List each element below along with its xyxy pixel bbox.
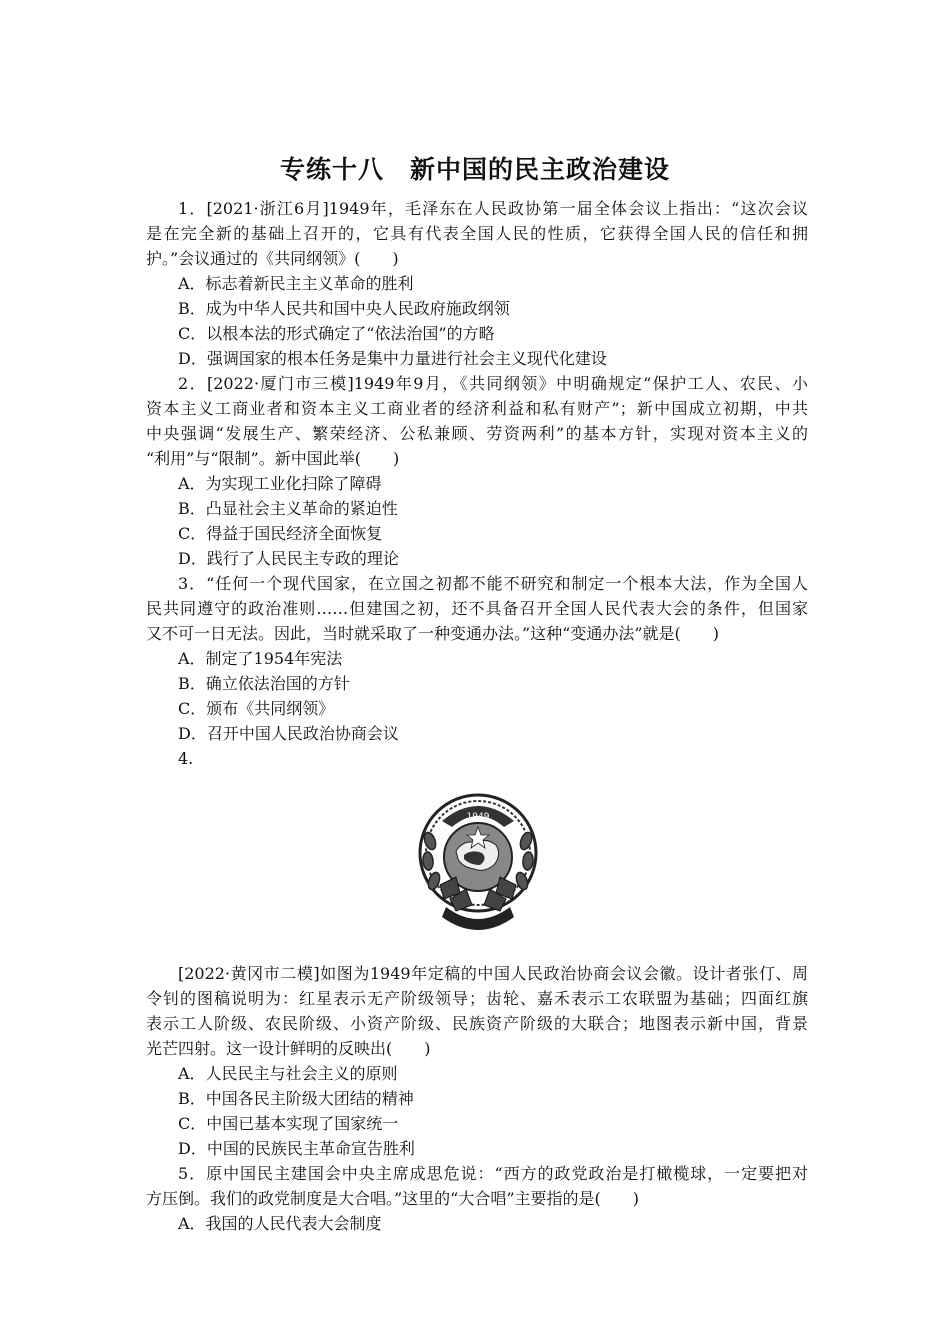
page-title: 专练十八 新中国的民主政治建设 — [279, 155, 670, 184]
option-b: B．凸显社会主义革命的紧迫性 — [178, 499, 398, 518]
option-b: B．成为中华人民共和国中央人民政府施政纲领 — [178, 299, 510, 318]
question-text-line: 方压倒。我们的政党制度是大合唱。”这里的“大合唱”主要指的是( ) — [146, 1189, 640, 1208]
option-a: A．标志着新民主主义革命的胜利 — [178, 274, 414, 293]
question-text-line: 5．原中国民主建国会中央主席成思危说：“西方的政党政治是打橄榄球，一定要把对 — [178, 1164, 808, 1183]
option-a: A．制定了1954年宪法 — [178, 649, 343, 668]
question-3 — [146, 571, 808, 746]
question-5 — [146, 1161, 808, 1236]
option-d: D．强调国家的根本任务是集中力量进行社会主义现代化建设 — [178, 349, 607, 368]
question-1 — [146, 196, 808, 371]
option-c: C．得益于国民经济全面恢复 — [178, 524, 383, 543]
option-b: B．中国各民主阶级大团结的精神 — [178, 1089, 414, 1108]
question-text-line: 表示工人阶级、农民阶级、小资产阶级、民族资产阶级的大联合；地图表示新中国，背景 — [146, 1014, 808, 1033]
option-c: C．中国已基本实现了国家统一 — [178, 1114, 399, 1133]
option-d: D．召开中国人民政治协商会议 — [178, 724, 399, 743]
question-text-line: 又不可一日无法。因此，当时就采取了一种变通办法。”这种“变通办法”就是( ) — [146, 624, 720, 643]
option-d: D．中国的民族民主革命宣告胜利 — [178, 1139, 415, 1158]
question-text-line: 3．“任何一个现代国家，在立国之初都不能不研究和制定一个根本大法，作为全国人 — [178, 574, 808, 593]
question-text-line: 民共同遵守的政治准则……但建国之初，还不具备召开全国人民代表大会的条件，但国家 — [146, 599, 808, 618]
question-number: 4. — [178, 749, 194, 768]
option-a: A．人民民主与社会主义的原则 — [178, 1064, 398, 1083]
question-text-line: 令钊的图稿说明为：红星表示无产阶级领导；齿轮、嘉禾表示工农联盟为基础；四面红旗 — [146, 989, 808, 1008]
question-2 — [146, 371, 808, 571]
option-d: D．践行了人民民主专政的理论 — [178, 549, 399, 568]
question-text-line: 是在完全新的基础上召开的，它具有代表全国人民的性质，它获得全国人民的信任和拥 — [146, 224, 808, 243]
emblem-year: 1949 — [466, 812, 490, 822]
question-text-line: 资本主义工商业者和资本主义工商业者的经济利益和私有财产”；新中国成立初期，中共 — [146, 399, 808, 418]
question-text-line: 光芒四射。这一设计鲜明的反映出( ) — [146, 1039, 431, 1058]
option-b: B．确立依法治国的方针 — [178, 674, 350, 693]
question-text-line: 中央强调“发展生产、繁荣经济、公私兼顾、劳资两利”的基本方针，实现对资本主义的 — [146, 424, 808, 443]
question-text-line: 护。”会议通过的《共同纲领》( ) — [146, 249, 399, 268]
question-text-line: 1．[2021·浙江6月]1949年，毛泽东在人民政协第一届全体会议上指出：“这次会议 — [178, 199, 808, 218]
option-a: A．为实现工业化扫除了障碍 — [178, 474, 382, 493]
question-text-line: “利用”与“限制”。新中国此举( ) — [146, 449, 400, 468]
emblem-figure — [146, 771, 808, 961]
cppcc-emblem-image — [416, 781, 540, 951]
question-text-line: [2022·黄冈市二模]如图为1949年定稿的中国人民政治协商会议会徽。设计者张仃、周 — [178, 964, 808, 983]
option-c: C．以根本法的形式确定了“依法治国”的方略 — [178, 324, 495, 343]
question-4 — [146, 746, 808, 1161]
question-text-line: 2．[2022·厦门市三模]1949年9月，《共同纲领》中明确规定“保护工人、农民、小 — [178, 374, 808, 393]
option-a: A．我国的人民代表大会制度 — [178, 1214, 382, 1233]
question-list — [146, 196, 808, 1236]
option-c: C．颁布《共同纲领》 — [178, 699, 335, 718]
